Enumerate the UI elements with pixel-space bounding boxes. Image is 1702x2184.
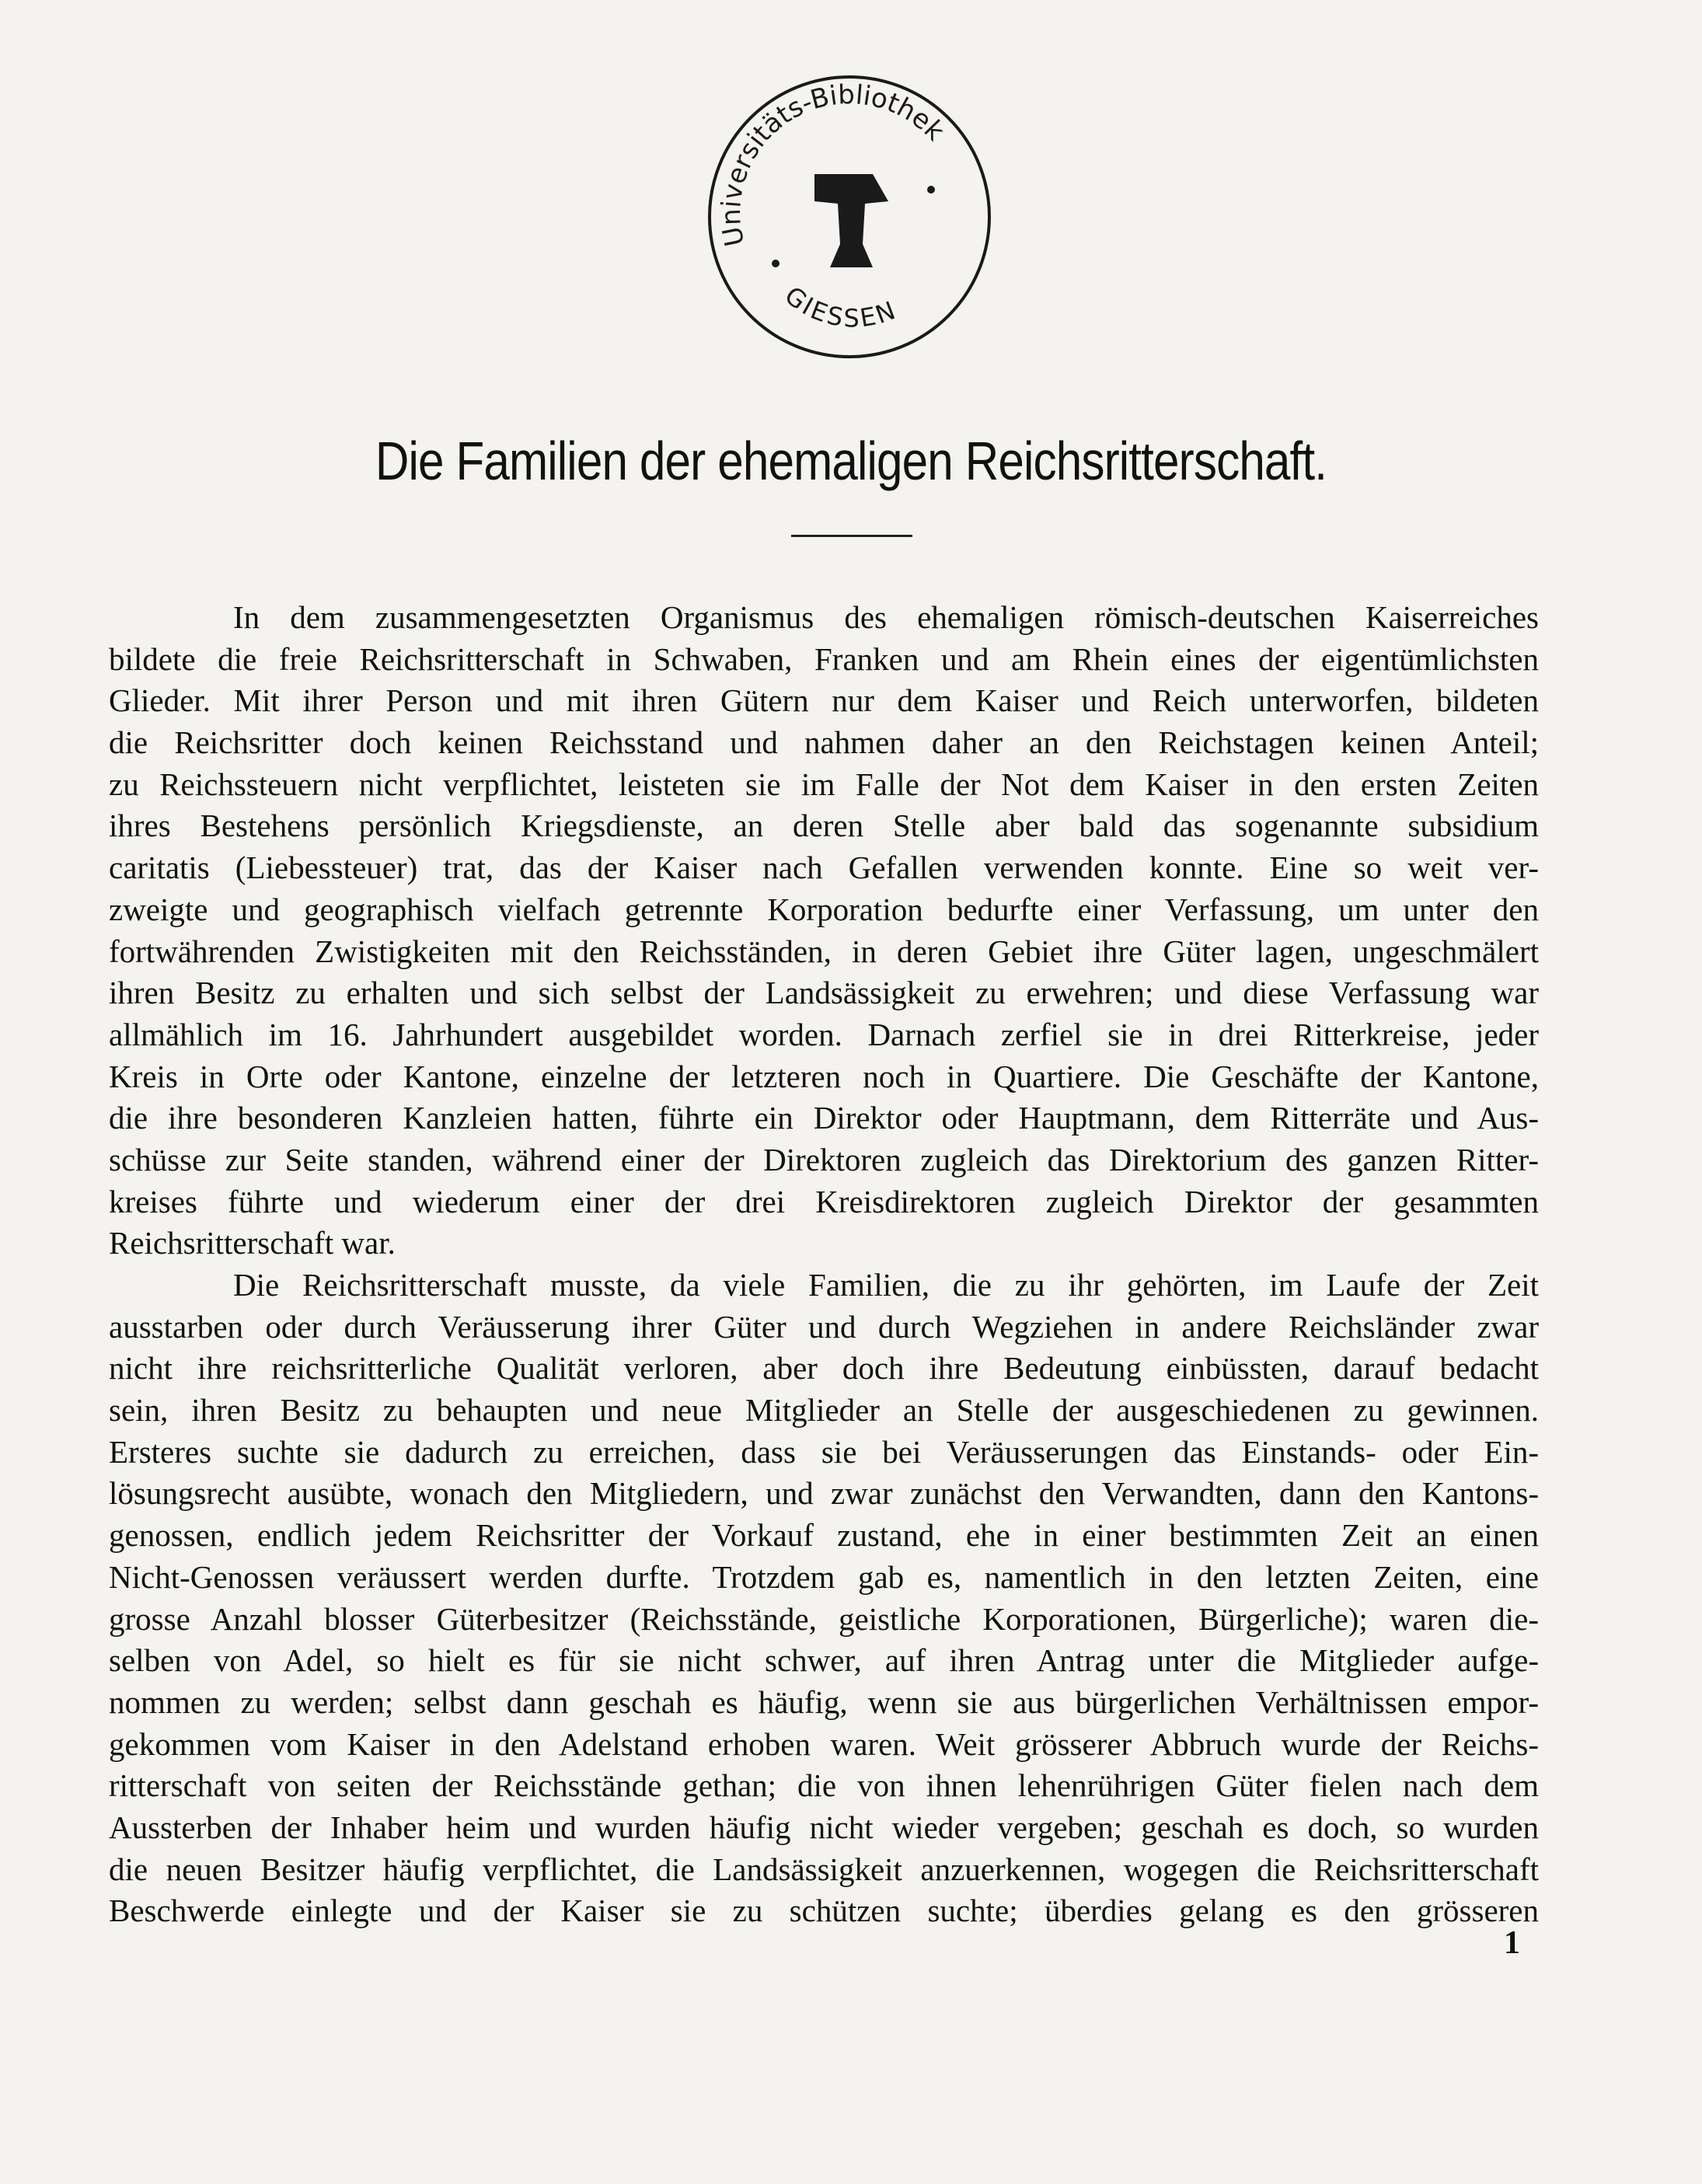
text-line: fortwährenden Zwistigkeiten mit den Reichsständen, in deren Gebiet ihre Güter lagen, ungeschmälert bbox=[109, 933, 1539, 969]
paragraph-2 bbox=[109, 1265, 1539, 1932]
text-line: die ihre besonderen Kanzleien hatten, führte ein Direktor oder Hauptmann, dem Ritterräte und Aus- bbox=[109, 1100, 1539, 1136]
text-line: grosse Anzahl blosser Güterbesitzer (Reichsstände, geistliche Korporationen, Bürgerliche); waren die- bbox=[109, 1600, 1539, 1637]
stamp-city-text: GIESSEN bbox=[779, 280, 902, 333]
page-number: 1 bbox=[1504, 1925, 1520, 1961]
text-line: kreises führte und wiederum einer der drei Kreisdirektoren zugleich Direktor der gesammten bbox=[109, 1183, 1539, 1219]
text-line: nicht ihre reichsritterliche Qualität verloren, aber doch ihre Bedeutung einbüssten, darauf bedacht bbox=[109, 1350, 1539, 1387]
text-line: caritatis (Liebessteuer) trat, das der Kaiser nach Gefallen verwenden konnte. Eine so weit ver- bbox=[109, 850, 1539, 886]
text-line: Nicht-Genossen veräussert werden durfte. Trotzdem gab es, namentlich in den letzten Zeiten, eine bbox=[109, 1558, 1539, 1595]
text-line: Die Reichsritterschaft musste, da viele Familien, die zu ihr gehörten, im Laufe der Zeit bbox=[233, 1267, 1539, 1303]
text-line: Aussterben der Inhaber heim und wurden häufig nicht wieder vergeben; geschah es doch, so wurden bbox=[109, 1809, 1539, 1845]
text-line: Glieder. Mit ihrer Person und mit ihren Gütern nur dem Kaiser und Reich unterworfen, bildeten bbox=[109, 682, 1539, 719]
text-line: allmählich im 16. Jahrhundert ausgebildet worden. Darnach zerfiel sie in drei Ritterkreise, jeder bbox=[109, 1016, 1539, 1052]
text-line: ausstarben oder durch Veräusserung ihrer Güter und durch Wegziehen in andere Reichsländer zwar bbox=[109, 1308, 1539, 1345]
text-line: genossen, endlich jedem Reichsritter der Vorkauf zustand, ehe in einer bestimmten Zeit an einen bbox=[109, 1517, 1539, 1554]
library-stamp bbox=[698, 65, 1001, 368]
text-line: Reichsritterschaft war. bbox=[109, 1225, 396, 1261]
text-line: Ersteres suchte sie dadurch zu erreichen, dass sie bei Veräusserungen das Einstands- oder Ein- bbox=[109, 1433, 1539, 1470]
stamp-emblem-icon bbox=[814, 174, 888, 267]
text-line: bildete die freie Reichsritterschaft in Schwaben, Franken und am Rhein eines der eigentümlichsten bbox=[109, 640, 1539, 677]
text-line: gekommen vom Kaiser in den Adelstand erhoben waren. Weit grösserer Abbruch wurde der Reichs- bbox=[109, 1725, 1539, 1762]
text-line: In dem zusammengesetzten Organismus des ehemaligen römisch-deutschen Kaiserreiches bbox=[233, 599, 1539, 635]
text-line: zu Reichssteuern nicht verpflichtet, leisteten sie im Falle der Not dem Kaiser in den ersten Zeiten bbox=[109, 766, 1539, 802]
text-line: nommen zu werden; selbst dann geschah es häufig, wenn sie aus bürgerlichen Verhältnissen empor- bbox=[109, 1683, 1539, 1720]
title-rule bbox=[791, 535, 912, 537]
stamp-arc-text: Universitäts-Bibliothek bbox=[715, 78, 951, 249]
body-text bbox=[109, 597, 1539, 1932]
text-line: die neuen Besitzer häufig verpflichtet, die Landsässigkeit anzuerkennen, wogegen die Reichsritterschaft bbox=[109, 1851, 1539, 1887]
text-line: ritterschaft von seiten der Reichsstände gethan; die von ihnen lehenrührigen Güter fielen nach dem bbox=[109, 1767, 1539, 1804]
text-line: sein, ihren Besitz zu behaupten und neue Mitglieder an Stelle der ausgeschiedenen zu gewinnen. bbox=[109, 1392, 1539, 1429]
text-line: die Reichsritter doch keinen Reichsstand und nahmen daher an den Reichstagen keinen Anteil; bbox=[109, 724, 1539, 761]
text-line: ihres Bestehens persönlich Kriegsdienste, an deren Stelle aber bald das sogenannte subsidium bbox=[109, 808, 1539, 844]
text-line: schüsse zur Seite standen, während einer der Direktoren zugleich das Direktorium des ganzen Ritter- bbox=[109, 1141, 1539, 1177]
page-title: Die Familien der ehemaligen Reichsritterschaft. bbox=[375, 431, 1327, 491]
text-line: selben von Adel, so hielt es für sie nicht schwer, auf ihren Antrag unter die Mitglieder aufge- bbox=[109, 1642, 1539, 1679]
text-line: Kreis in Orte oder Kantone, einzelne der letzteren noch in Quartiere. Die Geschäfte der Kantone, bbox=[109, 1058, 1539, 1094]
text-line: lösungsrecht ausübte, wonach den Mitgliedern, und zwar zunächst den Verwandten, dann den Kantons- bbox=[109, 1475, 1539, 1512]
text-line: Beschwerde einlegte und der Kaiser sie zu schützen suchte; überdies gelang es den grösseren bbox=[109, 1893, 1539, 1929]
paragraph-1 bbox=[109, 597, 1539, 1265]
text-line: ihren Besitz zu erhalten und sich selbst der Landsässigkeit zu erwehren; und diese Verfassung war bbox=[109, 975, 1539, 1011]
text-line: zweigte und geographisch vielfach getrennte Korporation bedurfte einer Verfassung, um unter den bbox=[109, 891, 1539, 927]
